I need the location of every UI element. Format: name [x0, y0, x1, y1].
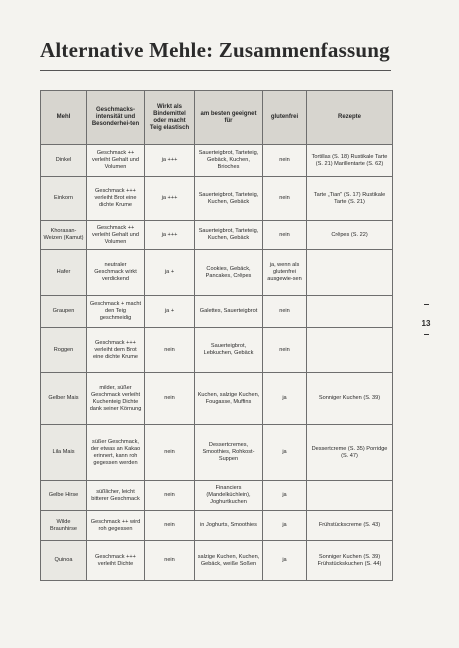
cell-geeignet: Galettes, Sauerteigbrot [195, 296, 263, 328]
cell-geeignet: Sauerteigbrot, Tarteteig, Gebäck, Kuchen, Brioches [195, 145, 263, 177]
header-mehl: Mehl [41, 91, 87, 145]
header-geeignet: am besten geeignet für [195, 91, 263, 145]
cell-glutenfrei: ja [263, 511, 307, 541]
cell-geschmack: süßlicher, leicht bitterer Geschmack [87, 481, 145, 511]
table-row [41, 511, 393, 541]
table-header-row [41, 91, 393, 145]
cell-geschmack: Geschmack ++ wird roh gegessen [87, 511, 145, 541]
title-underline [40, 70, 391, 71]
cell-bindemittel: ja + [145, 296, 195, 328]
cell-geschmack: neutraler Geschmack wirkt verdickend [87, 250, 145, 296]
cell-glutenfrei: ja [263, 481, 307, 511]
cell-glutenfrei: ja [263, 373, 307, 425]
cell-mehl: Khorasan-Weizen (Kamut) [41, 221, 87, 250]
cell-glutenfrei: nein [263, 328, 307, 373]
cell-bindemittel: nein [145, 373, 195, 425]
cell-geschmack: Geschmack ++ verleiht Gehalt und Volumen [87, 145, 145, 177]
cell-bindemittel: ja +++ [145, 177, 195, 221]
cell-glutenfrei: ja, wenn als glutenfrei ausgewie-sen [263, 250, 307, 296]
table-row [41, 481, 393, 511]
cell-mehl: Lila Mais [41, 425, 87, 481]
cell-geeignet: Cookies, Gebäck, Pancakes, Crêpes [195, 250, 263, 296]
cell-bindemittel: nein [145, 511, 195, 541]
cell-rezepte [307, 328, 393, 373]
cell-bindemittel: ja +++ [145, 145, 195, 177]
table-row [41, 177, 393, 221]
cell-mehl: Hafer [41, 250, 87, 296]
cell-geeignet: Dessertcremes, Smoothies, Rohkost-Suppen [195, 425, 263, 481]
cell-mehl: Wilde Braunhirse [41, 511, 87, 541]
cell-geschmack: Geschmack ++ verleiht Gehalt und Volumen [87, 221, 145, 250]
cell-geeignet: Sauerteigbrot, Tarteteig, Kuchen, Gebäck [195, 177, 263, 221]
cell-geeignet: salzige Kuchen, Kuchen, Gebäck, weiße Soßen [195, 541, 263, 581]
cell-bindemittel: nein [145, 328, 195, 373]
cell-glutenfrei: ja [263, 541, 307, 581]
cell-bindemittel: nein [145, 425, 195, 481]
page-number: 13 [421, 319, 431, 328]
cell-rezepte: Sonniger Kuchen (S. 39) Frühstückskuchen (S. 44) [307, 541, 393, 581]
cell-rezepte: Tortillas (S. 18) Rustikale Tarte (S. 21) Marillentarte (S. 62) [307, 145, 393, 177]
cell-mehl: Gelbe Hirse [41, 481, 87, 511]
cell-geeignet: Sauerteigbrot, Tarteteig, Kuchen, Gebäck [195, 221, 263, 250]
page-marker-dash-top [424, 304, 429, 305]
cell-mehl: Roggen [41, 328, 87, 373]
table-row [41, 250, 393, 296]
table-row [41, 145, 393, 177]
cell-bindemittel: ja +++ [145, 221, 195, 250]
cell-geeignet: in Joghurts, Smoothies [195, 511, 263, 541]
cell-glutenfrei: nein [263, 296, 307, 328]
table-row [41, 373, 393, 425]
cell-geeignet: Sauerteigbrot, Lebkuchen, Gebäck [195, 328, 263, 373]
cell-bindemittel: nein [145, 481, 195, 511]
page-marker [420, 304, 432, 335]
cell-geschmack: Geschmack + macht den Teig geschmeidig [87, 296, 145, 328]
header-geschmack: Geschmacks-intensität und Besonderhei-ten [87, 91, 145, 145]
table-row [41, 328, 393, 373]
table-row [41, 541, 393, 581]
cell-mehl: Gelber Mais [41, 373, 87, 425]
cell-mehl: Quinoa [41, 541, 87, 581]
cell-mehl: Dinkel [41, 145, 87, 177]
cell-geschmack: Geschmack +++ verleiht Dichte [87, 541, 145, 581]
cell-glutenfrei: ja [263, 425, 307, 481]
cell-geschmack: süßer Geschmack, der etwas an Kakao erinnert, kann roh gegessen werden [87, 425, 145, 481]
cell-geschmack: milder, süßer Geschmack verleiht Kuchenteig Dichte dank seiner Körnung [87, 373, 145, 425]
cell-rezepte [307, 296, 393, 328]
cell-geschmack: Geschmack +++ verleiht dem Brot eine dichte Krume [87, 328, 145, 373]
page-title: Alternative Mehle: Zusammenfassung [40, 38, 390, 62]
cell-glutenfrei: nein [263, 145, 307, 177]
header-bindemittel: Wirkt als Bindemittel oder macht Teig elastisch [145, 91, 195, 145]
page-marker-dash-bottom [424, 334, 429, 335]
cell-glutenfrei: nein [263, 177, 307, 221]
cell-rezepte: Sonniger Kuchen (S. 39) [307, 373, 393, 425]
header-rezepte: Rezepte [307, 91, 393, 145]
cell-rezepte: Dessertcreme (S. 35) Porridge (S. 47) [307, 425, 393, 481]
table-row [41, 296, 393, 328]
cell-rezepte [307, 250, 393, 296]
table-row [41, 425, 393, 481]
header-glutenfrei: glutenfrei [263, 91, 307, 145]
cell-bindemittel: nein [145, 541, 195, 581]
cell-geschmack: Geschmack +++ verleiht Brot eine dichte Krume [87, 177, 145, 221]
cell-rezepte [307, 481, 393, 511]
cell-geeignet: Kuchen, salzige Kuchen, Fougasse, Muffins [195, 373, 263, 425]
table-row [41, 221, 393, 250]
cell-geeignet: Financiers (Mandelküchlein), Joghurtkuchen [195, 481, 263, 511]
cell-rezepte: Tarte „Tian" (S. 17) Rustikale Tarte (S. 21) [307, 177, 393, 221]
cell-rezepte: Frühstückscreme (S. 43) [307, 511, 393, 541]
cell-rezepte: Crêpes (S. 22) [307, 221, 393, 250]
cell-mehl: Einkorn [41, 177, 87, 221]
cell-mehl: Graupen [41, 296, 87, 328]
flour-summary-table [40, 90, 393, 581]
cell-bindemittel: ja + [145, 250, 195, 296]
cell-glutenfrei: nein [263, 221, 307, 250]
